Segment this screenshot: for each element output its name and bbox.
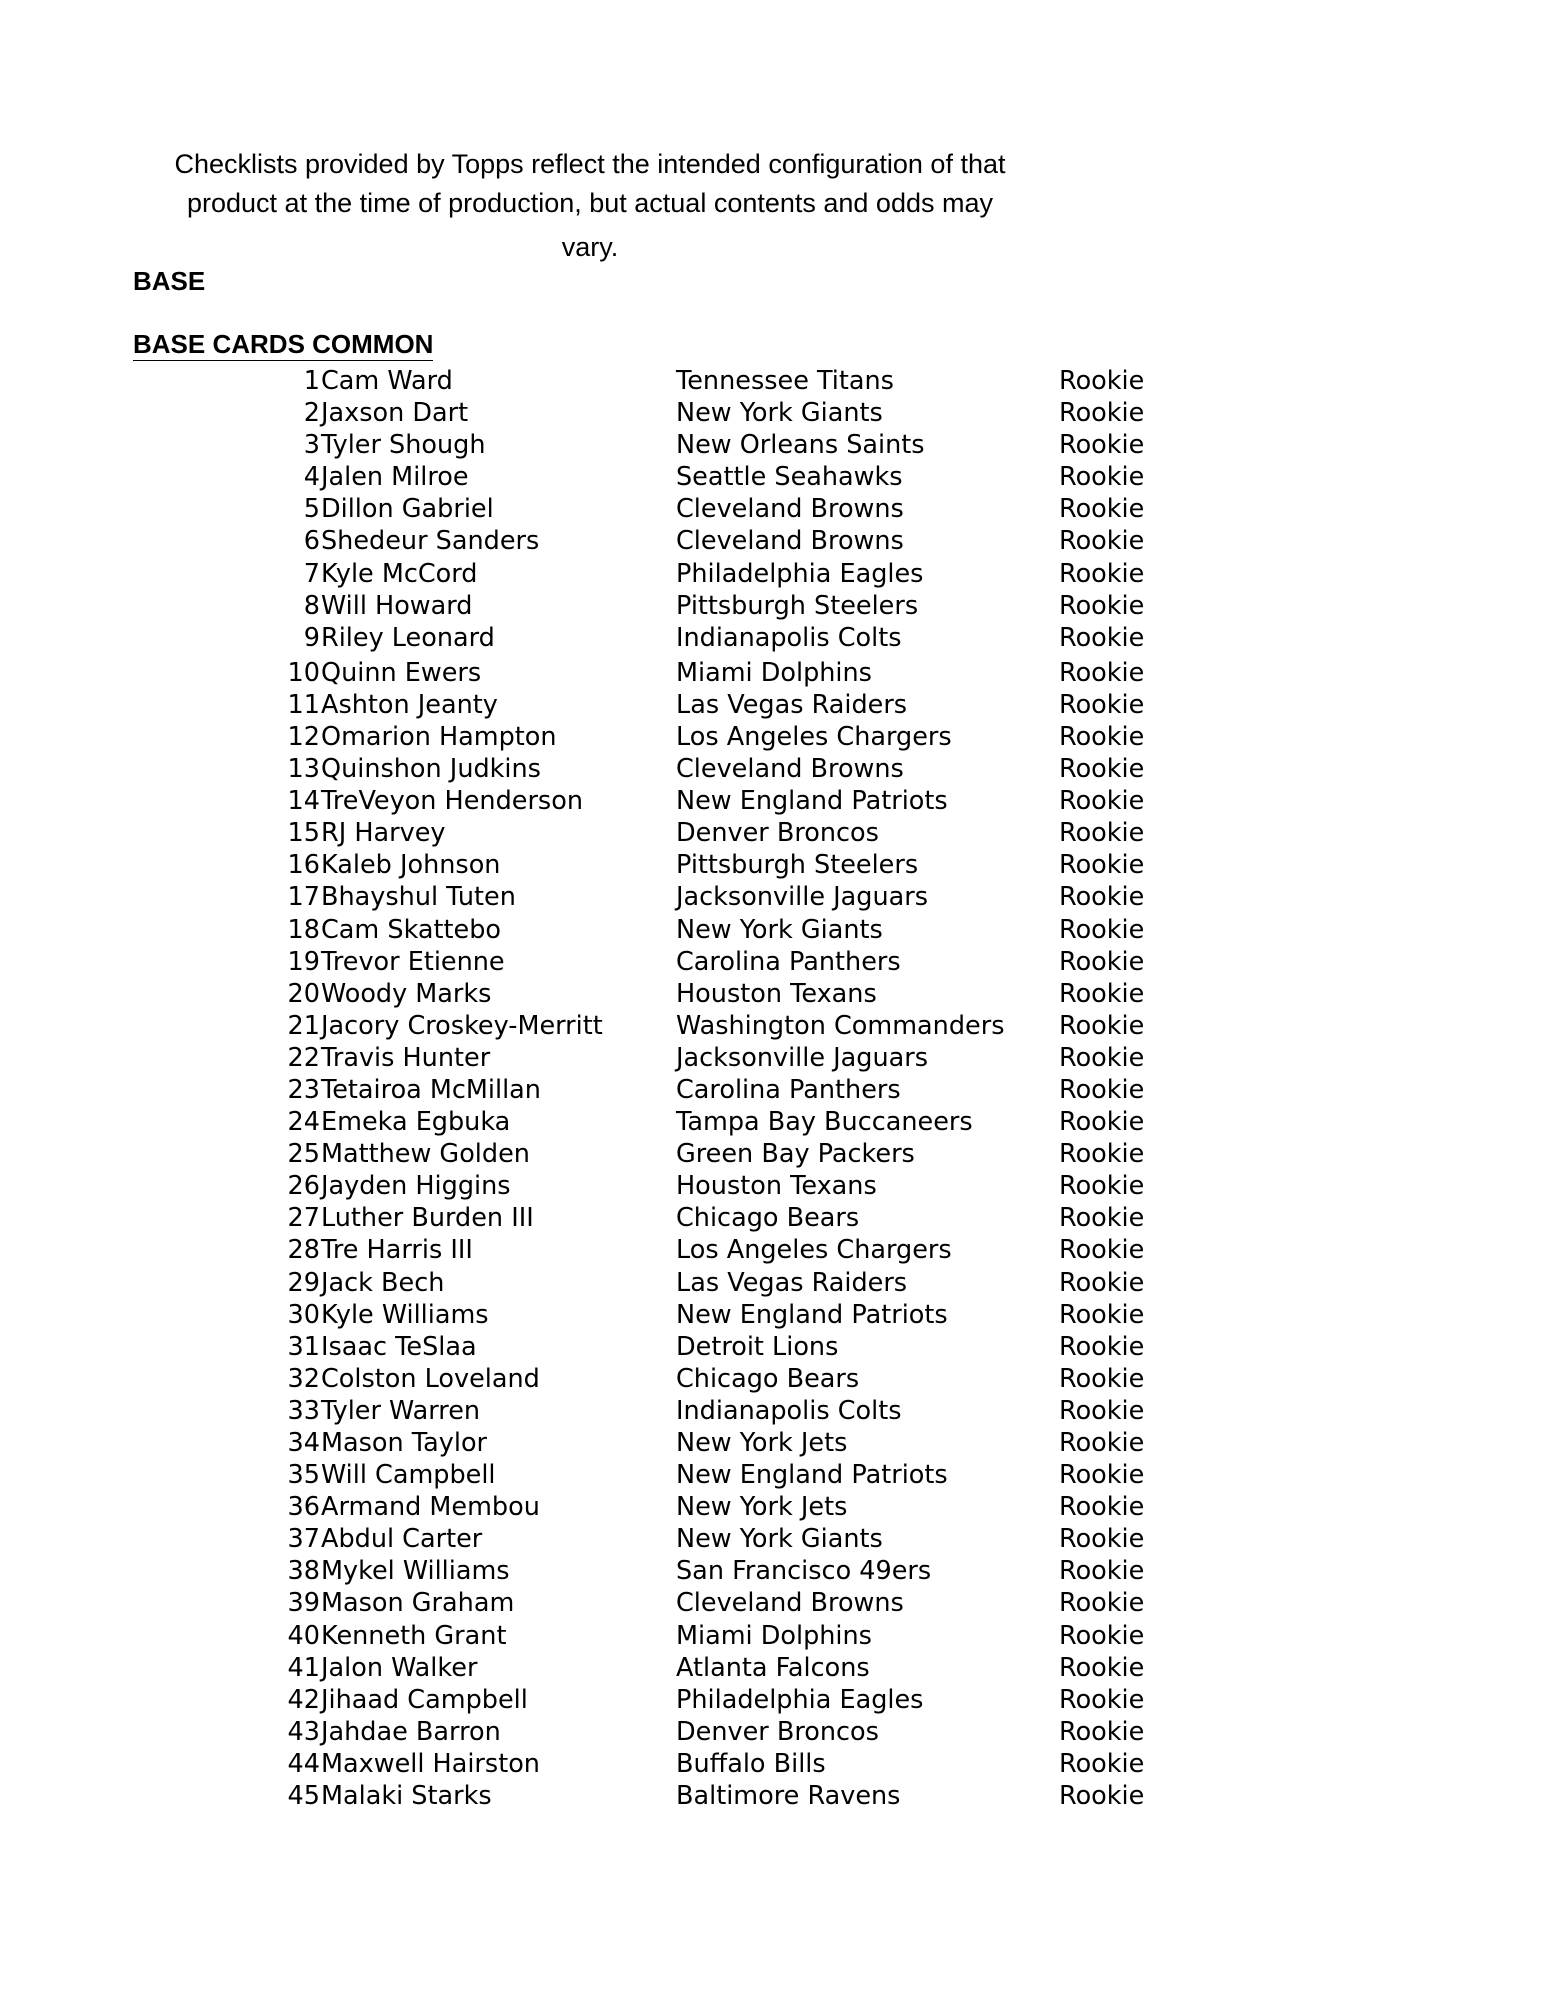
team-name: Jacksonville Jaguars — [676, 882, 929, 913]
team-name: New York Giants — [676, 1524, 883, 1555]
card-number: 23 — [287, 1074, 320, 1105]
table-row — [0, 657, 1545, 689]
disclaimer-line-2: product at the time of production, but actual contents and odds may — [187, 188, 993, 218]
team-name: New York Giants — [676, 914, 883, 945]
card-number: 33 — [287, 1395, 320, 1426]
team-name: Las Vegas Raiders — [676, 689, 908, 720]
card-number: 2 — [303, 398, 320, 429]
player-name: Dillon Gabriel — [321, 494, 494, 525]
player-name: Kaleb Johnson — [321, 850, 501, 881]
player-name: Bhayshul Tuten — [321, 882, 516, 913]
card-number: 8 — [303, 590, 320, 621]
table-row — [0, 365, 1545, 397]
table-row — [0, 1267, 1545, 1299]
player-name: Quinshon Judkins — [321, 754, 541, 785]
card-number: 20 — [287, 978, 320, 1009]
card-status: Rookie — [1059, 914, 1145, 945]
player-name: Woody Marks — [321, 978, 492, 1009]
player-name: Trevor Etienne — [321, 946, 505, 977]
card-number: 38 — [287, 1556, 320, 1587]
player-name: Mason Graham — [321, 1588, 515, 1619]
player-name: Malaki Starks — [321, 1781, 492, 1812]
card-status: Rookie — [1059, 462, 1145, 493]
disclaimer-text — [120, 145, 1060, 267]
table-row — [0, 1010, 1545, 1042]
player-name: TreVeyon Henderson — [321, 786, 583, 817]
card-status: Rookie — [1059, 1460, 1145, 1491]
team-name: Chicago Bears — [676, 1363, 860, 1394]
team-name: Denver Broncos — [676, 1716, 879, 1747]
card-number: 7 — [303, 558, 320, 589]
team-name: Pittsburgh Steelers — [676, 590, 919, 621]
card-status: Rookie — [1059, 689, 1145, 720]
player-name: RJ Harvey — [321, 818, 446, 849]
table-row — [0, 1587, 1545, 1619]
team-name: Baltimore Ravens — [676, 1781, 901, 1812]
table-row — [0, 914, 1545, 946]
table-row — [0, 1716, 1545, 1748]
card-number: 29 — [287, 1267, 320, 1298]
player-name: Omarion Hampton — [321, 721, 557, 752]
table-row — [0, 1620, 1545, 1652]
team-name: New England Patriots — [676, 786, 948, 817]
section-title: BASE — [133, 266, 206, 296]
card-number: 24 — [287, 1107, 320, 1138]
team-name: Seattle Seahawks — [676, 462, 903, 493]
card-number: 3 — [303, 430, 320, 461]
card-number: 12 — [287, 721, 320, 752]
team-name: New Orleans Saints — [676, 430, 925, 461]
table-row — [0, 1427, 1545, 1459]
player-name: Matthew Golden — [321, 1139, 530, 1170]
card-status: Rookie — [1059, 882, 1145, 913]
card-status: Rookie — [1059, 754, 1145, 785]
team-name: Miami Dolphins — [676, 657, 872, 688]
player-name: Cam Skattebo — [321, 914, 501, 945]
card-number: 25 — [287, 1139, 320, 1170]
team-name: Buffalo Bills — [676, 1748, 826, 1779]
team-name: Chicago Bears — [676, 1203, 860, 1234]
table-row — [0, 622, 1545, 657]
card-number: 21 — [287, 1010, 320, 1041]
card-status: Rookie — [1059, 1139, 1145, 1170]
card-number: 45 — [287, 1781, 320, 1812]
player-name: Abdul Carter — [321, 1524, 483, 1555]
player-name: Isaac TeSlaa — [321, 1331, 477, 1362]
team-name: Carolina Panthers — [676, 1074, 901, 1105]
table-row — [0, 753, 1545, 785]
disclaimer-line-1: Checklists provided by Topps reflect the intended configuration of that — [174, 149, 1006, 179]
table-row — [0, 429, 1545, 461]
player-name: Will Howard — [321, 590, 473, 621]
card-number: 10 — [287, 657, 320, 688]
team-name: Philadelphia Eagles — [676, 558, 924, 589]
card-status: Rookie — [1059, 430, 1145, 461]
table-row — [0, 1523, 1545, 1555]
player-name: Tyler Warren — [321, 1395, 481, 1426]
team-name: Indianapolis Colts — [676, 1395, 902, 1426]
team-name: Houston Texans — [676, 1171, 877, 1202]
card-number: 27 — [287, 1203, 320, 1234]
team-name: New York Jets — [676, 1492, 848, 1523]
card-status: Rookie — [1059, 1267, 1145, 1298]
player-name: Tetairoa McMillan — [321, 1074, 541, 1105]
card-number: 6 — [303, 526, 320, 557]
table-row — [0, 978, 1545, 1010]
card-status: Rookie — [1059, 1684, 1145, 1715]
player-name: Mykel Williams — [321, 1556, 510, 1587]
card-status: Rookie — [1059, 398, 1145, 429]
team-name: Atlanta Falcons — [676, 1652, 870, 1683]
card-status: Rookie — [1059, 1588, 1145, 1619]
card-status: Rookie — [1059, 1010, 1145, 1041]
card-status: Rookie — [1059, 558, 1145, 589]
card-number: 39 — [287, 1588, 320, 1619]
player-name: Mason Taylor — [321, 1428, 488, 1458]
team-name: Los Angeles Chargers — [676, 1235, 952, 1266]
team-name: Cleveland Browns — [676, 754, 904, 785]
card-status: Rookie — [1059, 1556, 1145, 1587]
team-name: Indianapolis Colts — [676, 622, 902, 653]
team-name: New York Jets — [676, 1428, 848, 1458]
table-row — [0, 721, 1545, 753]
card-status: Rookie — [1059, 1171, 1145, 1202]
table-row — [0, 1395, 1545, 1427]
card-status: Rookie — [1059, 1492, 1145, 1523]
card-number: 19 — [287, 946, 320, 977]
card-status: Rookie — [1059, 657, 1145, 688]
card-number: 30 — [287, 1299, 320, 1330]
card-status: Rookie — [1059, 1107, 1145, 1138]
table-row — [0, 1780, 1545, 1812]
card-status: Rookie — [1059, 786, 1145, 817]
card-status: Rookie — [1059, 850, 1145, 881]
team-name: New York Giants — [676, 398, 883, 429]
card-number: 32 — [287, 1363, 320, 1394]
table-row — [0, 1170, 1545, 1202]
card-number: 18 — [287, 914, 320, 945]
team-name: Tampa Bay Buccaneers — [676, 1107, 973, 1138]
table-row — [0, 1363, 1545, 1395]
team-name: Philadelphia Eagles — [676, 1684, 924, 1715]
card-number: 37 — [287, 1524, 320, 1555]
card-status: Rookie — [1059, 1524, 1145, 1555]
card-status: Rookie — [1059, 1235, 1145, 1266]
card-number: 13 — [287, 754, 320, 785]
card-status: Rookie — [1059, 1652, 1145, 1683]
team-name: San Francisco 49ers — [676, 1556, 932, 1587]
team-name: Cleveland Browns — [676, 1588, 904, 1619]
card-number: 14 — [287, 786, 320, 817]
card-number: 40 — [287, 1620, 320, 1651]
table-row — [0, 785, 1545, 817]
team-name: Tennessee Titans — [676, 366, 894, 396]
team-name: Washington Commanders — [676, 1010, 1005, 1041]
team-name: Los Angeles Chargers — [676, 721, 952, 752]
player-name: Jalon Walker — [321, 1652, 478, 1683]
table-row — [0, 881, 1545, 913]
team-name: Carolina Panthers — [676, 946, 901, 977]
table-row — [0, 1234, 1545, 1266]
subsection-title: BASE CARDS COMMON — [133, 329, 434, 359]
table-row — [0, 1555, 1545, 1587]
player-name: Colston Loveland — [321, 1363, 540, 1394]
team-name: Jacksonville Jaguars — [676, 1042, 929, 1073]
player-name: Jalen Milroe — [321, 462, 469, 493]
card-number: 41 — [287, 1652, 320, 1683]
player-name: Armand Membou — [321, 1492, 540, 1523]
table-row — [0, 946, 1545, 978]
card-status: Rookie — [1059, 590, 1145, 621]
card-status: Rookie — [1059, 818, 1145, 849]
card-number: 34 — [287, 1428, 320, 1458]
player-name: Jayden Higgins — [321, 1171, 511, 1202]
card-status: Rookie — [1059, 1299, 1145, 1330]
player-name: Jack Bech — [321, 1267, 445, 1298]
card-number: 1 — [303, 366, 320, 396]
card-status: Rookie — [1059, 1620, 1145, 1651]
player-name: Riley Leonard — [321, 622, 495, 653]
card-number: 15 — [287, 818, 320, 849]
player-name: Cam Ward — [321, 366, 453, 396]
card-status: Rookie — [1059, 1203, 1145, 1234]
player-name: Quinn Ewers — [321, 657, 482, 688]
card-status: Rookie — [1059, 1395, 1145, 1426]
table-row — [0, 525, 1545, 557]
card-status: Rookie — [1059, 494, 1145, 525]
table-row — [0, 1106, 1545, 1138]
team-name: Cleveland Browns — [676, 526, 904, 557]
card-number: 22 — [287, 1042, 320, 1073]
player-name: Jacory Croskey-Merritt — [321, 1010, 603, 1041]
table-row — [0, 1074, 1545, 1106]
team-name: Detroit Lions — [676, 1331, 839, 1362]
card-number: 43 — [287, 1716, 320, 1747]
table-row — [0, 1299, 1545, 1331]
team-name: New England Patriots — [676, 1460, 948, 1491]
table-row — [0, 397, 1545, 429]
card-status: Rookie — [1059, 622, 1145, 653]
card-status: Rookie — [1059, 1781, 1145, 1812]
table-row — [0, 817, 1545, 849]
disclaimer-line-3: vary. — [561, 232, 619, 262]
player-name: Kenneth Grant — [321, 1620, 507, 1651]
table-row — [0, 1202, 1545, 1234]
team-name: Green Bay Packers — [676, 1139, 915, 1170]
team-name: Cleveland Browns — [676, 494, 904, 525]
player-name: Luther Burden III — [321, 1203, 534, 1234]
player-name: Travis Hunter — [321, 1042, 491, 1073]
table-row — [0, 1042, 1545, 1074]
card-number: 16 — [287, 850, 320, 881]
team-name: Las Vegas Raiders — [676, 1267, 908, 1298]
card-status: Rookie — [1059, 1074, 1145, 1105]
table-row — [0, 493, 1545, 525]
checklist-table — [0, 365, 1545, 1812]
team-name: Houston Texans — [676, 978, 877, 1009]
card-status: Rookie — [1059, 366, 1145, 396]
card-number: 4 — [303, 462, 320, 493]
table-row — [0, 461, 1545, 493]
player-name: Tre Harris III — [321, 1235, 473, 1266]
card-status: Rookie — [1059, 1363, 1145, 1394]
table-row — [0, 1331, 1545, 1363]
card-number: 42 — [287, 1684, 320, 1715]
player-name: Jahdae Barron — [321, 1716, 501, 1747]
card-status: Rookie — [1059, 946, 1145, 977]
card-status: Rookie — [1059, 1748, 1145, 1779]
player-name: Maxwell Hairston — [321, 1748, 540, 1779]
card-number: 36 — [287, 1492, 320, 1523]
player-name: Jaxson Dart — [321, 398, 469, 429]
table-row — [0, 1684, 1545, 1716]
player-name: Jihaad Campbell — [321, 1684, 528, 1715]
team-name: Denver Broncos — [676, 818, 879, 849]
table-row — [0, 849, 1545, 881]
player-name: Emeka Egbuka — [321, 1107, 511, 1138]
player-name: Tyler Shough — [321, 430, 486, 461]
team-name: Pittsburgh Steelers — [676, 850, 919, 881]
card-status: Rookie — [1059, 1042, 1145, 1073]
team-name: New England Patriots — [676, 1299, 948, 1330]
card-number: 5 — [303, 494, 320, 525]
player-name: Kyle McCord — [321, 558, 478, 589]
card-status: Rookie — [1059, 1428, 1145, 1458]
card-number: 11 — [287, 689, 320, 720]
card-number: 35 — [287, 1460, 320, 1491]
table-row — [0, 558, 1545, 590]
card-status: Rookie — [1059, 978, 1145, 1009]
player-name: Kyle Williams — [321, 1299, 489, 1330]
card-status: Rookie — [1059, 1331, 1145, 1362]
card-number: 26 — [287, 1171, 320, 1202]
card-number: 31 — [287, 1331, 320, 1362]
card-number: 28 — [287, 1235, 320, 1266]
card-status: Rookie — [1059, 721, 1145, 752]
player-name: Shedeur Sanders — [321, 526, 540, 557]
card-number: 9 — [303, 622, 320, 653]
team-name: Miami Dolphins — [676, 1620, 872, 1651]
table-row — [0, 1138, 1545, 1170]
table-row — [0, 1748, 1545, 1780]
table-row — [0, 1652, 1545, 1684]
player-name: Ashton Jeanty — [321, 689, 498, 720]
table-row — [0, 1459, 1545, 1491]
card-status: Rookie — [1059, 1716, 1145, 1747]
card-number: 17 — [287, 882, 320, 913]
table-row — [0, 1491, 1545, 1523]
card-status: Rookie — [1059, 526, 1145, 557]
card-number: 44 — [287, 1748, 320, 1779]
player-name: Will Campbell — [321, 1460, 496, 1491]
table-row — [0, 689, 1545, 721]
table-row — [0, 590, 1545, 622]
